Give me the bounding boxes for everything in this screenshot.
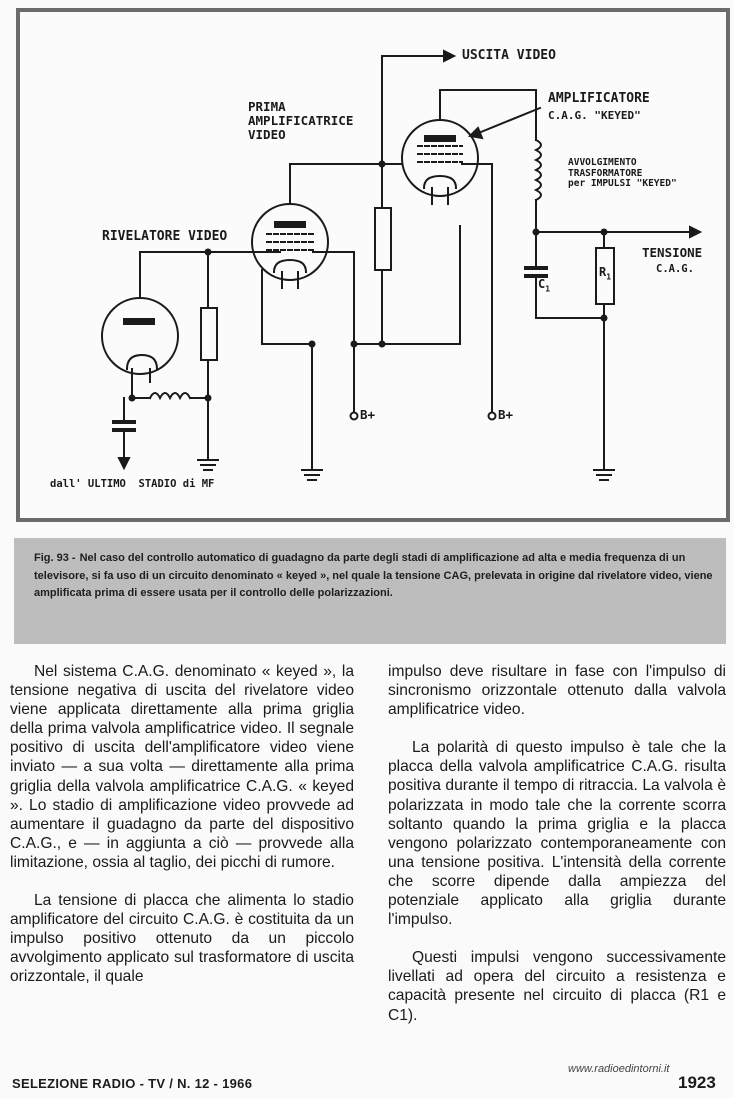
paragraph: impulso deve risultare in fase con l'impulso di sincronismo orizzontale ottenuto dalla valvola amplificatrice video. <box>388 663 726 719</box>
label-rivelatore-video: RIVELATORE VIDEO <box>102 229 228 244</box>
label-bplus-2: B+ <box>498 407 514 422</box>
agc-keyed-tube <box>402 120 478 204</box>
watermark-url: www.radioedintorni.it <box>568 1063 670 1075</box>
paragraph: La polarità di questo impulso è tale che la placca della valvola amplificatrice C.A.G. risulta positiva durante il tempo di ritraccia. La valvola è polarizzata in modo tale che la corrente scorra soltanto quando la prima griglia e la placca vengono polarizzato contemporaneamente con una tensione positiva. L'intensità della corrente che scorre dipende dalla ampiezza del potenziale applicato alla griglia durante l'impulso. <box>388 739 726 929</box>
detector-tube <box>102 298 178 384</box>
circuit-diagram <box>20 12 726 518</box>
body-column-left <box>10 662 354 1006</box>
circuit-diagram-frame <box>16 8 730 522</box>
label-prima-amplificatrice: PRIMA AMPLIFICATRICE VIDEO <box>248 99 354 142</box>
label-avvolgimento: AVVOLGIMENTO TRASFORMATORE per IMPULSI "KEYED" <box>568 157 677 190</box>
label-tensione: TENSIONE <box>642 245 703 260</box>
label-cag-keyed: C.A.G. "KEYED" <box>548 109 641 122</box>
label-c1: $C_1$ <box>538 277 551 294</box>
video-amp-tube <box>252 204 328 288</box>
label-amplificatore: AMPLIFICATORE <box>548 91 650 106</box>
page-number: 1923 <box>678 1073 716 1092</box>
label-dall-ultimo-stadio: dall' ULTIMO STADIO di MF <box>50 478 215 490</box>
figure-number: Fig. 93 - <box>34 552 76 564</box>
label-bplus-1: B+ <box>360 407 376 422</box>
body-column-right <box>388 662 726 1044</box>
paragraph: Questi impulsi vengono successivamente livellati ad opera del circuito a resistenza e capacità presente nel circuito di placca (R1 e C1). <box>388 949 726 1024</box>
figure-caption-text: Nel caso del controllo automatico di guadagno da parte degli stadi di amplificazione ad alta e media frequenza di un televisore, si fa uso di un circuito denominato « keyed », nel quale la tensione CAG, prelevata in origine dal rivelatore video, viene amplificata prima di essere usata per il controllo delle polarizzazioni. <box>34 552 713 599</box>
paragraph: Nel sistema C.A.G. denominato « keyed », la tensione negativa di uscita del rivelatore video viene applicata direttamente alla prima griglia della prima valvola amplificatrice video. Il segnale positivo di uscita dell'amplificatore video viene inviato — a sua volta — direttamente alla prima griglia della valvola amplificatrice C.A.G. « keyed ». Lo stadio di amplificazione video provvede ad aumentare il guadagno da parte del dispositivo C.A.G., e — in aggiunta a ciò — provvede alla limitazione, ossia al taglio, dei picchi di rumore. <box>10 663 354 871</box>
label-r1: $R_1$ <box>599 265 612 282</box>
label-uscita-video: USCITA VIDEO <box>462 48 556 63</box>
paragraph: La tensione di placca che alimenta lo stadio amplificatore del circuito C.A.G. è costituita da un impulso positivo ottenuto da un piccolo avvolgimento applicato sul trasformatore di uscita orizzontale, il quale <box>10 892 354 986</box>
figure-caption <box>14 538 726 644</box>
label-tensione-cag: C.A.G. <box>656 263 694 275</box>
journal-footer: SELEZIONE RADIO - TV / N. 12 - 1966 <box>12 1076 253 1091</box>
